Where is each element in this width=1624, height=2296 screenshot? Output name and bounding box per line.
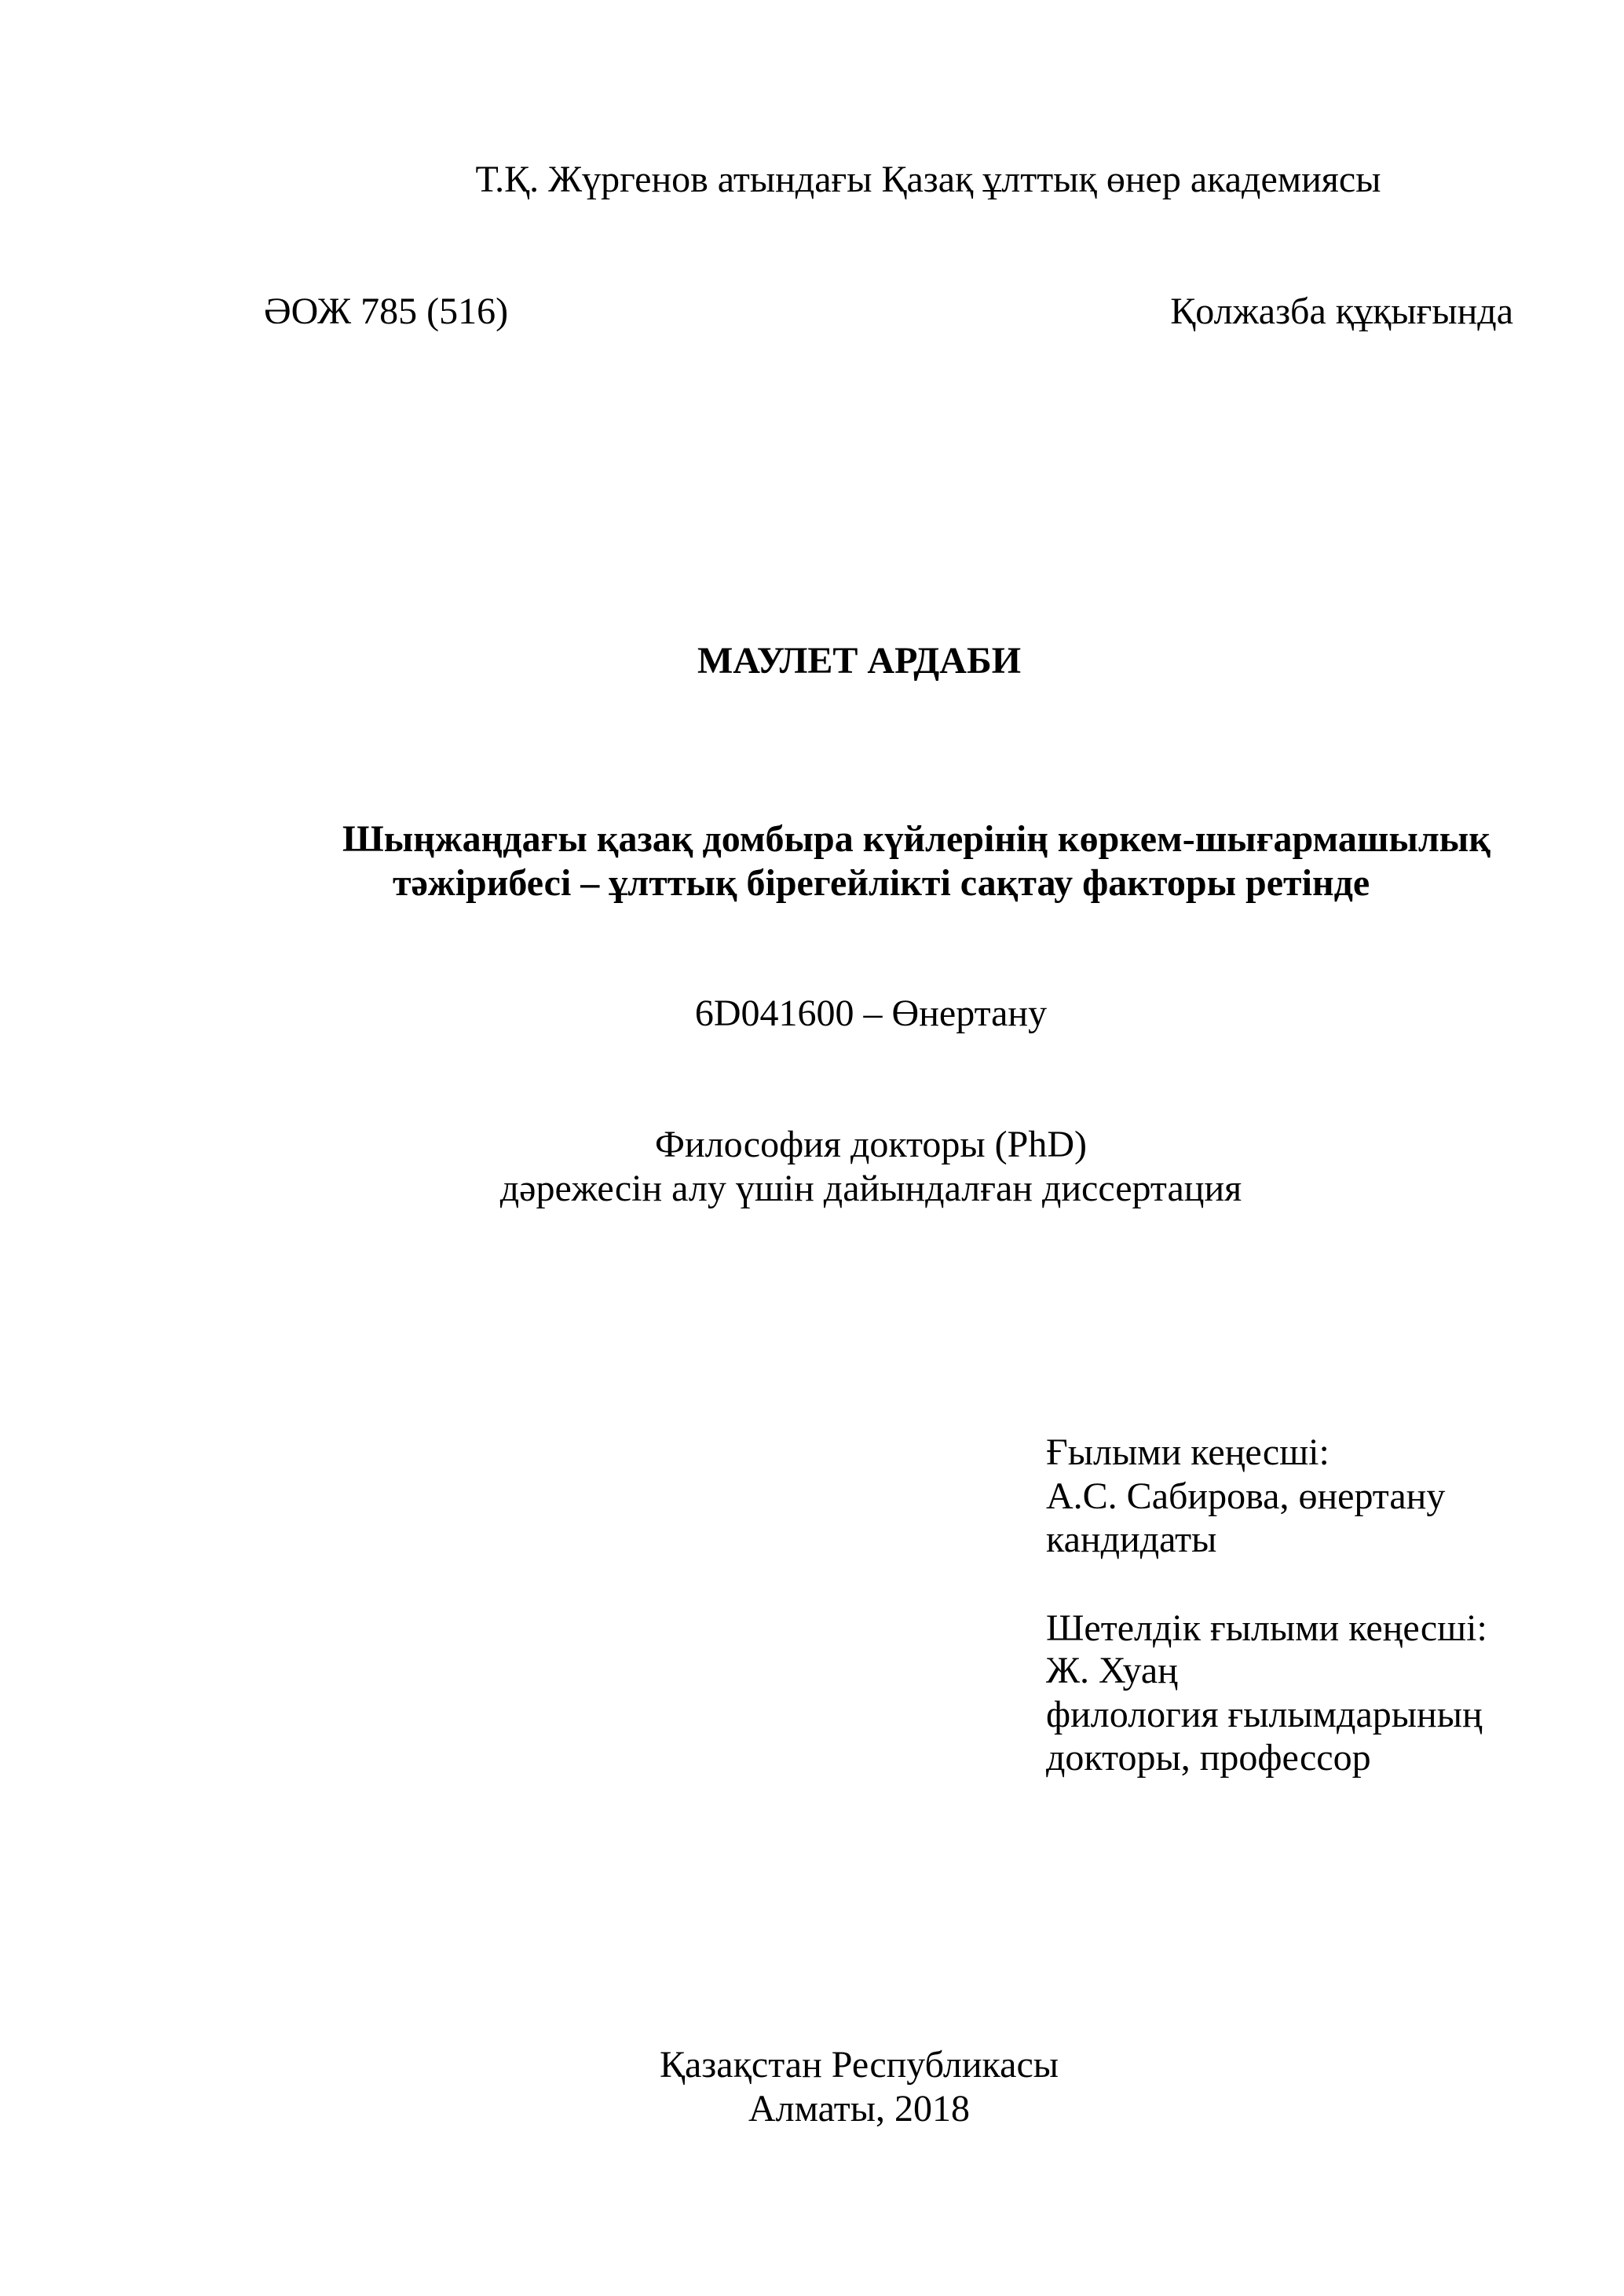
specialty-code: 6D041600 – Өнертану <box>694 993 1048 1034</box>
degree-line-2: дәрежесін алу үшін дайындалған диссертация <box>499 1168 1242 1209</box>
country-name: Қазақстан Республикасы <box>659 2044 1059 2086</box>
udc-code: ӘОЖ 785 (516) <box>264 291 509 332</box>
thesis-title-line-1: Шыңжаңдағы қазақ домбыра күйлерінің көркем-шығармашылық <box>342 818 1490 860</box>
scientific-advisor-heading: Ғылыми кеңесші: <box>1046 1431 1330 1473</box>
foreign-advisor-name: Ж. Хуаң <box>1046 1650 1178 1691</box>
foreign-advisor-title-1: филология ғылымдарының <box>1046 1694 1483 1735</box>
foreign-advisor-title-2: докторы, профессор <box>1046 1737 1371 1779</box>
author-name: МАУЛЕТ АРДАБИ <box>697 640 1022 682</box>
city-year: Алматы, 2018 <box>748 2088 970 2130</box>
institution-name: Т.Қ. Жүргенов атындағы Қазақ ұлттық өнер академиясы <box>475 159 1381 200</box>
manuscript-rights-label: Қолжазба құқығында <box>1170 291 1513 332</box>
foreign-advisor-heading: Шетелдік ғылыми кеңесші: <box>1046 1607 1487 1649</box>
thesis-title-line-2: тәжірибесі – ұлттық бірегейлікті сақтау факторы ретінде <box>393 862 1370 904</box>
degree-line-1: Философия докторы (PhD) <box>655 1124 1087 1165</box>
scientific-advisor-name: А.С. Сабирова, өнертану <box>1046 1475 1446 1517</box>
scientific-advisor-title: кандидаты <box>1046 1519 1217 1560</box>
